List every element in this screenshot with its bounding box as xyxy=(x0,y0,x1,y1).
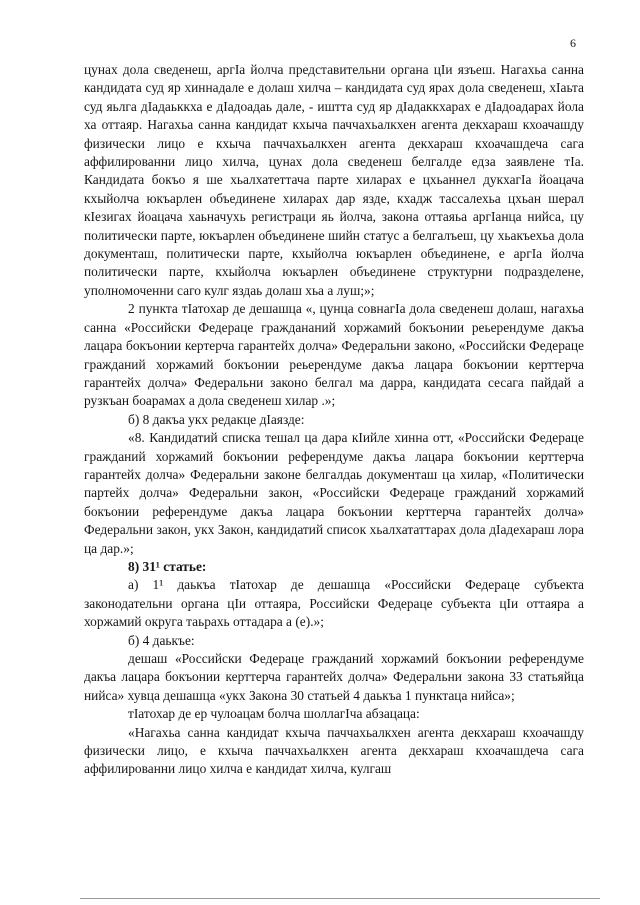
paragraph-8: дешаш «Российски Федераце гражданий хоржамий бокъонии референдуме дакъа лацара бокъонии керттерча гарантейх долча» Федеральни закона 33 статьяйца нийса» хувца дешашца «укх Закона 30 статьей 4 даькъа 1 пунктаца нийса»; xyxy=(84,651,584,703)
paragraph-10: «Нагахьа санна кандидат кхыча паччахьалкхен агента декхараш кхоачашду физически лицо, е кхыча паччахьалкхен агента декхараш кхоачашдеча сага аффилированни лицо хилча е кандидат хилча, кулгаш xyxy=(84,724,584,777)
document-body xyxy=(84,61,584,779)
paragraph-4: «8. Кандидатий списка тешал ца дара кӀийле хинна отт, «Российски Федераце гражданий хоржамий бокъонии референдуме дакъа лацара бокъонии керттерча гарантейх долча» Федеральни законе белгалдаь документаш ца хилар, «Политически партейх долча» Федеральни закон, «Российски Федераце гражданий хоржамий бокъонии референдуме дакъа лацара бокъонии керттерча гарантейх долча» Федеральни закон, укх Закон, кандидатий список хьалхататтарах дола дӀадехараш лора ца дар.»; xyxy=(84,430,584,556)
paragraph-7: б) 4 даькъе: xyxy=(128,632,195,648)
bottom-rule xyxy=(80,898,600,899)
paragraph-3: б) 8 дакъа укх редакце дӀаязде: xyxy=(128,411,305,427)
paragraph-9: тӀатохар де ер чулоацам болча шоллагӀча абзацаца: xyxy=(128,706,420,722)
page-number: 6 xyxy=(570,36,576,50)
paragraph-1: цунах дола сведенеш, аргӀа йолча представительни органа цӀи язъеш. Нагахьа санна кандидата суд яр хиннадале е долаш хилча – кандидата суд ярах дола сведенеш, хӀаьта суд яьлга дӀадаьккха е дӀадоадаь дале, - иштта суд яр дӀадаккхарах е дӀадоадарах йола ха оттаяр. Нагахьа санна кандидат кхыча паччахьалкхен агента декхараш кхоачашду физически лицо е кхыча паччахьалкхен агента декхараш кхоачашдеча сага аффилированни лицо хилча, цунах дола сведенеш белгалде едза заявлене тӀа. Кандидата бокъо я ше хьалхатеттача парте хиларах е цхьаннел дукхагӀа йоацача кхыйолча юкъарлен объединене хиларах дар язде, кхадж тассалехьа цхьан шерал кӀезигах йоацача хаьначухь регистраци яь йолча, закона оттаяьа аргӀанца нийса, цу политически парте, юкъарлен объединене шийн статус а белгалъеш, цу хьакъехьа дола документаш, политически парте, кхыйолча юкъарлен объединене, е аргӀа йолча политически парте, кхыйолча юкъарлен объединене структурни подразделене, уполномоченни саго кулг яздаь долаш хьа а луш;»; xyxy=(84,62,584,298)
paragraph-6: а) 1¹ даькъа тӀатохар де дешашца «Российски Федераце субъекта законодательни органа цӀи оттаяра, Российски Федераце субъекта цӀи оттаяра а хоржамий округа таьрахь оттадара а (е).»; xyxy=(84,577,584,630)
paragraph-2: 2 пункта тӀатохар де дешашца «, цунца совнагӀа дола сведенеш долаш, нагахьа санна «Российски Федераце граждананий хоржамий бокъонии реьерендуме дакъа лацара бокъонии кертерча гарантейх долча» Федеральни законо, «Российски Федераце гражданий хоржамий бокъонии реьерендуме дакъа лацара бокъонии керттерча гарантейх долча» Федеральни законо белгал ма дарра, кандидата сесага пайдай а рузкъан боарамах а дола сведенеш хилар .»; xyxy=(84,301,584,409)
article-heading: 8) 31¹ статье: xyxy=(128,558,207,574)
